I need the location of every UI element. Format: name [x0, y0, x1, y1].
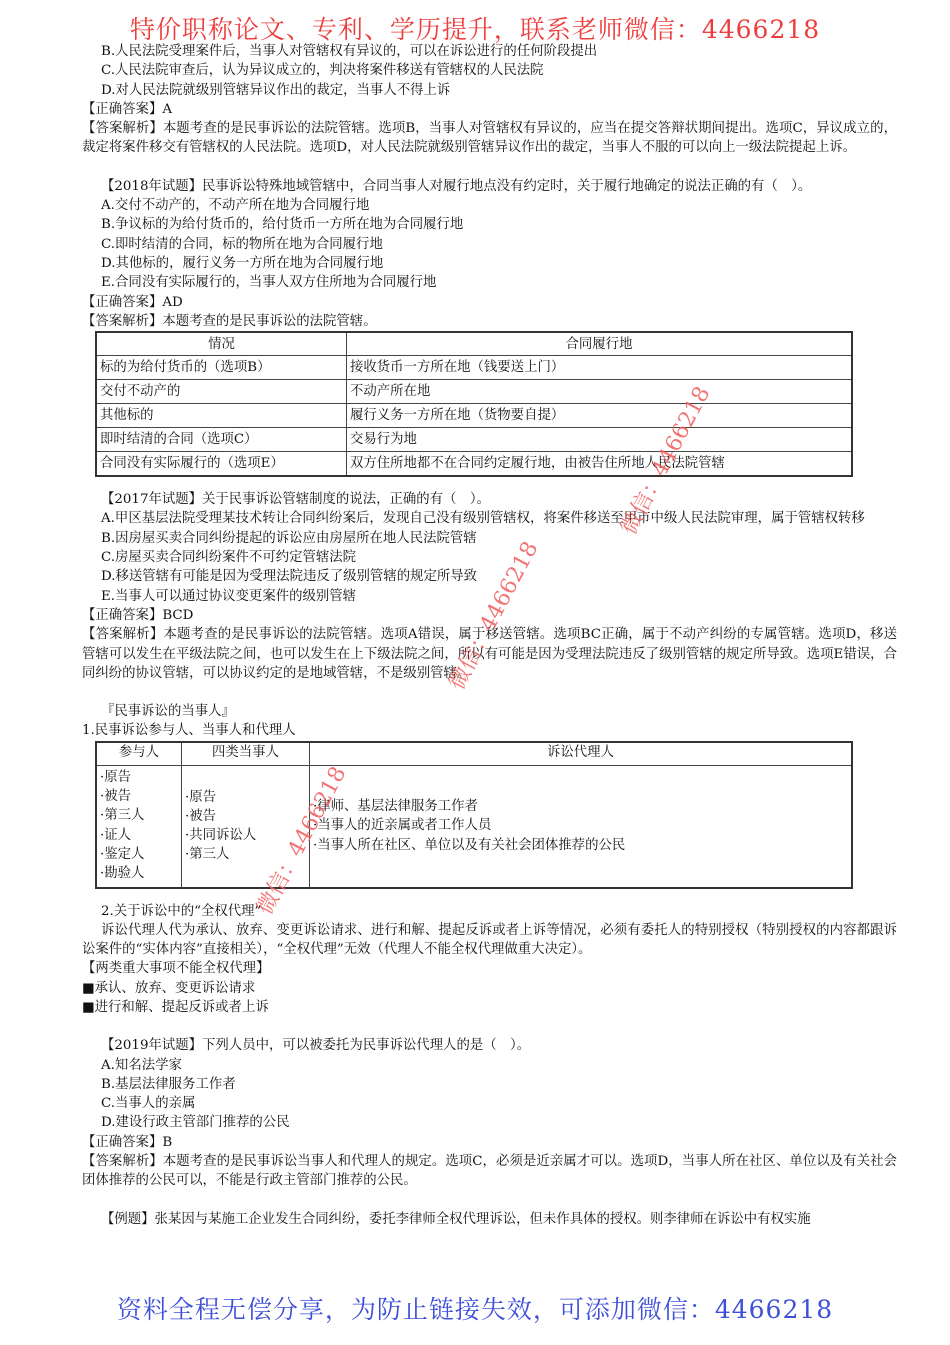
major-matter-item: ■承认、放弃、变更诉讼请求	[82, 980, 256, 996]
table-row	[96, 380, 852, 404]
list-item: ·被告	[100, 789, 132, 805]
parties-subtitle-2: 2.关于诉讼中的“全权代理”	[101, 903, 262, 919]
table-cell: 接收货币一方所在地（钱要送上门）	[347, 356, 853, 380]
list-item: ·第三人	[100, 808, 145, 824]
q2019-option-d: D.建设行政主管部门推荐的公民	[101, 1115, 290, 1131]
q2018-option-e: E.合同没有实际履行的，当事人双方住所地为合同履行地	[101, 275, 437, 291]
table-cell: 其他标的	[96, 404, 347, 428]
q2017-option-c: C.房屋买卖合同纠纷案件不可约定管辖法院	[101, 550, 357, 566]
table-cell: 即时结清的合同（选项C）	[96, 428, 347, 452]
table-header: 情况	[96, 332, 347, 356]
table-header: 合同履行地	[347, 332, 853, 356]
q2017-option-d: D.移送管辖有可能是因为受理法院违反了级别管辖的规定所导致	[101, 569, 478, 585]
q0-option-b: B.人民法院受理案件后，当事人对管辖权有异议的，可以在诉讼进行的任何阶段提出	[101, 44, 598, 59]
watermark: 微信：4466218	[616, 382, 716, 540]
full-agency-paragraph: 诉讼代理人代为承认、放弃、变更诉讼请求、进行和解、提起反诉或者上诉等情况，必须有委托人的特别授权（特别授权的内容都跟诉讼案件的“实体内容”直接相关），“全权代理”无效（代理人不能全权代理做重大决定）。	[82, 922, 897, 958]
q2018-option-c: C.即时结清的合同，标的物所在地为合同履行地	[101, 236, 383, 252]
q2019-option-c: C.当事人的亲属	[101, 1096, 196, 1112]
q0-option-c: C.人民法院审查后，认为异议成立的，判决将案件移送有管辖权的人民法院	[101, 63, 544, 79]
top-banner: 特价职称论文、专利、学历提升，联系老师微信：4466218	[129, 15, 821, 44]
q2017-answer: 【正确答案】BCD	[82, 607, 194, 623]
list-item: ·共同诉讼人	[185, 828, 257, 844]
example-stem: 【例题】张某因与某施工企业发生合同纠纷，委托李律师全权代理诉讼，但未作具体的授权。则李律师在诉讼中有权实施	[101, 1211, 811, 1227]
table-row	[96, 428, 852, 452]
table-header: 参与人	[96, 742, 182, 766]
list-item: ·第三人	[185, 847, 230, 863]
q2017-analysis: 【答案解析】本题考查的是民事诉讼的法院管辖。选项A错误，属于移送管辖。选项BC正确，属于不动产纠纷的专属管辖。选项D，移送管辖可以发生在平级法院之间，也可以发生在上下级法院之间，所以有可能是因为受理法院违反了级别管辖的规定所导致。选项E错误，合同纠纷的协议管辖，可以协议约定的是地域管辖，不是级别管辖。	[82, 627, 897, 681]
table-cell: 不动产所在地	[347, 380, 853, 404]
table-cell: 合同没有实际履行的（选项E）	[96, 452, 347, 477]
agents-cell	[310, 765, 853, 887]
q0-analysis: 【答案解析】本题考查的是民事诉讼的法院管辖。选项B，当事人对管辖权有异议的，应当在提交答辩状期间提出。选项C，异议成立的，裁定将案件移交有管辖权的人民法院。选项D，对人民法院就级别管辖异议作出的裁定，当事人不服的可以向上一级法院提起上诉。	[82, 121, 897, 156]
table-row	[96, 765, 852, 887]
q2018-stem: 【2018年试题】民事诉讼特殊地域管辖中，合同当事人对履行地点没有约定时，关于履行地确定的说法正确的有（ ）。	[101, 178, 812, 194]
bottom-banner: 资料全程无偿分享，为防止链接失效，可添加微信：4466218	[116, 1295, 834, 1324]
q2018-option-a: A.交付不动产的，不动产所在地为合同履行地	[101, 198, 370, 214]
table-row	[96, 452, 852, 477]
q2019-stem: 【2019年试题】下列人员中，可以被委托为民事诉讼代理人的是（ ）。	[101, 1038, 531, 1054]
table-row	[96, 356, 852, 380]
list-item: ·鉴定人	[100, 846, 145, 862]
table-header: 四类当事人	[182, 742, 310, 766]
major-matter-item: ■进行和解、提起反诉或者上诉	[82, 999, 269, 1015]
list-item: ·律师、基层法律服务工作者	[313, 799, 478, 815]
table-cell: 标的为给付货币的（选项B）	[96, 356, 347, 380]
q2017-option-b: B.因房屋买卖合同纠纷提起的诉讼应由房屋所在地人民法院管辖	[101, 530, 477, 546]
parties-subtitle-1: 1.民事诉讼参与人、当事人和代理人	[82, 723, 296, 739]
performance-place-table	[95, 331, 853, 477]
q0-option-d: D.对人民法院就级别管辖异议作出的裁定，当事人不得上诉	[101, 82, 451, 98]
parties-heading: 『民事诉讼的当事人』	[101, 704, 235, 720]
participants-cell	[96, 765, 182, 887]
table-cell: 交易行为地	[347, 428, 853, 452]
q2017-stem: 【2017年试题】关于民事诉讼管辖制度的说法，正确的有（ ）。	[101, 492, 490, 508]
table-cell: 双方住所地都不在合同约定履行地，由被告住所地人民法院管辖	[347, 452, 853, 477]
table-cell: 履行义务一方所在地（货物要自提）	[347, 404, 853, 428]
watermark: 微信：4466218	[444, 537, 544, 695]
q2017-option-a: A.甲区基层法院受理某技术转让合同纠纷案后，发现自己没有级别管辖权，将案件移送至甲市中级人民法院审理，属于管辖权转移	[101, 511, 865, 527]
major-matters-title: 【两类重大事项不能全权代理】	[82, 961, 270, 977]
q2018-answer: 【正确答案】AD	[82, 294, 183, 310]
list-item: ·原告	[185, 789, 217, 805]
list-item: ·原告	[100, 769, 132, 785]
q2019-option-b: B.基层法律服务工作者	[101, 1076, 236, 1092]
q0-answer: 【正确答案】A	[82, 101, 173, 117]
q2018-option-b: B.争议标的为给付货币的，给付货币一方所在地为合同履行地	[101, 217, 464, 233]
q2019-answer: 【正确答案】B	[82, 1134, 173, 1150]
list-item: ·当事人所在社区、单位以及有关社会团体推荐的公民	[313, 837, 626, 853]
table-header-row	[96, 332, 852, 356]
q2018-analysis: 【答案解析】本题考查的是民事诉讼的法院管辖。	[82, 313, 377, 329]
q2018-option-d: D.其他标的，履行义务一方所在地为合同履行地	[101, 255, 384, 271]
q2019-option-a: A.知名法学家	[101, 1057, 182, 1073]
list-item: ·勘验人	[100, 866, 145, 882]
q2017-option-e: E.当事人可以通过协议变更案件的级别管辖	[101, 588, 357, 604]
list-item: ·当事人的近亲属或者工作人员	[313, 818, 492, 834]
table-header-row	[96, 742, 852, 766]
parties-table	[95, 741, 853, 889]
table-row	[96, 404, 852, 428]
list-item: ·被告	[185, 808, 217, 824]
list-item: ·证人	[100, 827, 132, 843]
watermark: 微信：4466218	[252, 762, 352, 920]
table-cell: 交付不动产的	[96, 380, 347, 404]
q2019-analysis: 【答案解析】本题考查的是民事诉讼当事人和代理人的规定。选项C，必须是近亲属才可以。选项D，当事人所在社区、单位以及有关社会团体推荐的公民可以，不能是行政主管部门推荐的公民。	[82, 1154, 897, 1189]
table-header: 诉讼代理人	[310, 742, 853, 766]
